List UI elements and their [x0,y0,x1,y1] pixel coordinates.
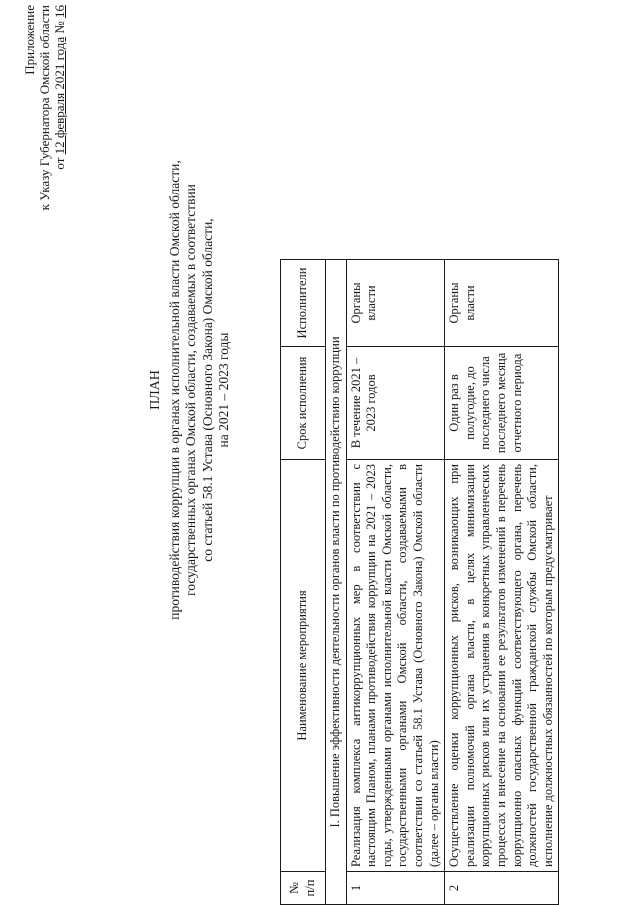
header-exec: Исполнители [281,260,326,347]
title-line-2: государственных органах Омской области, создаваемых в соответствии [183,184,198,596]
table-row [445,260,559,905]
title-line-3: со статьей 58.1 Устава (Основного Закона) Омской области, [199,218,215,562]
date-prefix: от [52,157,67,170]
row-term: В течение 2021 – 2023 годов [346,347,445,460]
row-name: Реализация комплекса антикоррупционных мер в соответствии с настоящим Планом, планами противодействия коррупции на 2021 – 2023 годы, утвержденными органами исполнительной власти Омской области, государственными органами Омской области, создаваемыми в соответствии со статьей 58.1 Устава (Основного Закона) Омской области (далее – органы власти) [346,460,445,872]
decree-number: 16 [52,5,67,18]
table-header-row [281,260,326,905]
header-name: Наименование мероприятия [281,460,326,872]
title-line-1: противодействия коррупции в органах исполнительной власти Омской области, [166,160,182,620]
section-row [326,260,347,905]
header-num: № п/п [281,872,326,905]
row-name: Осуществление оценки коррупционных рисков, возникающих при реализации полномочий органа власти, в целях минимизации коррупционных рисков или их устранения в конкретных управленческих процессах и внесение на основании ее результатов изменений в перечень коррупционно опасных функций соответствующего органа, перечень должностей государственной гражданской службы Омской области, исполнение должностных обязанностей по которым предусматривает [445,460,559,872]
table-row [346,260,445,905]
plan-table [280,259,559,905]
plan-heading: ПЛАН [148,370,163,410]
header-term: Срок исполнения [281,347,326,460]
appendix-block [22,5,67,265]
row-num: 2 [445,872,559,905]
section-title: I. Повышение эффективности деятельности органов власти по противодействию коррупции [326,260,347,905]
document-title [148,130,233,650]
appendix-decree-ref: к Указу Губернатора Омской области [37,5,52,211]
decree-date: 12 февраля 2021 года [52,36,67,155]
number-prefix: № [52,21,67,34]
row-num: 1 [346,872,445,905]
appendix-title: Приложение [22,5,37,75]
row-exec: Органы власти [445,260,559,347]
row-exec: Органы власти [346,260,445,347]
title-line-4: на 2021 – 2023 годы [216,332,231,448]
appendix-date-line [52,5,67,265]
row-term: Один раз в полугодие, до последнего числа последнего месяца отчетного периода [445,347,559,460]
